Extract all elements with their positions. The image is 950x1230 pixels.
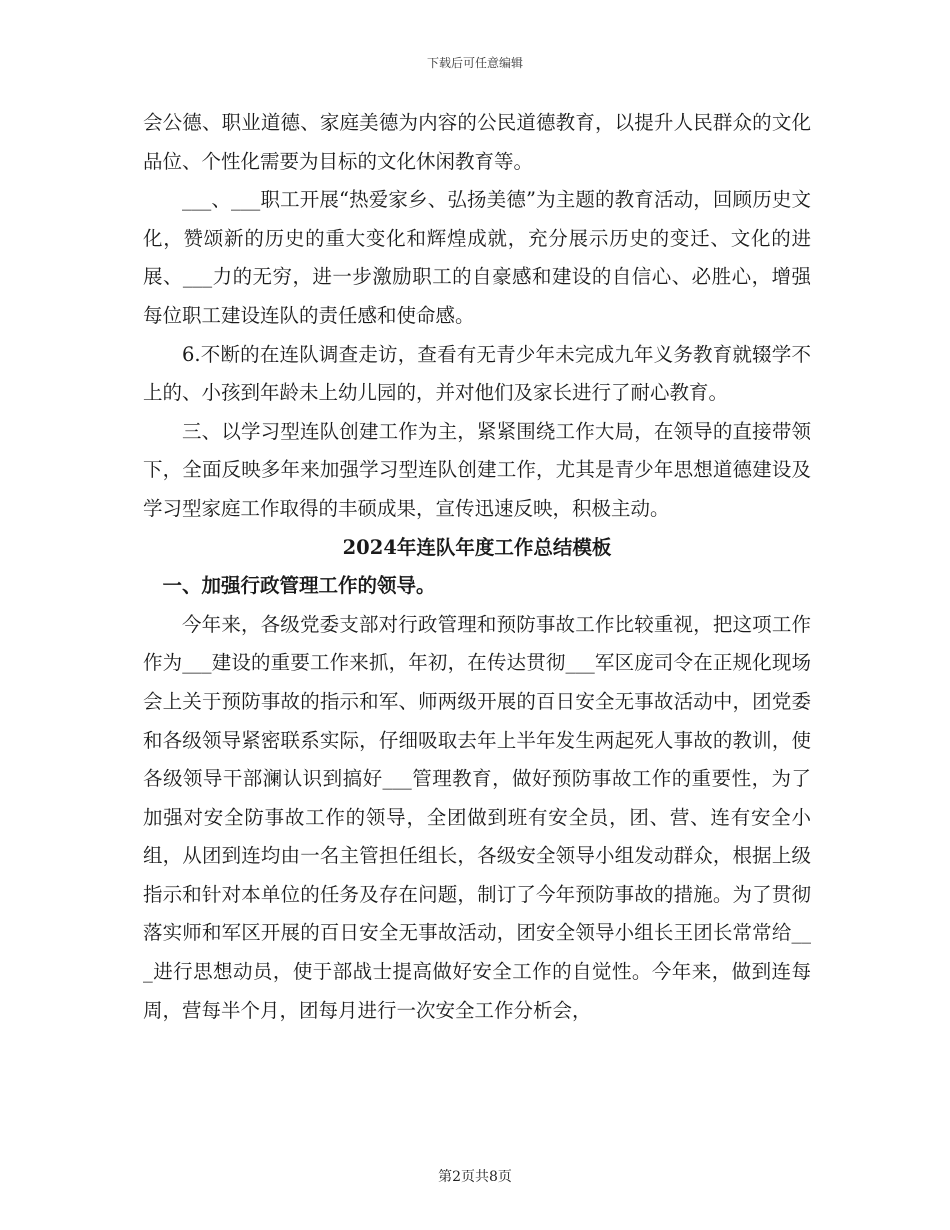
paragraph-survey-visits: 6.不断的在连队调查走访，查看有无青少年未完成九年义务教育就辍学不上的、小孩到年龄未上幼儿园的，并对他们及家长进行了耐心教育。 [143, 342, 811, 405]
document-title: 2024年连队年度工作总结模板 [342, 535, 612, 559]
section-heading-admin: 一、加强行政管理工作的领导。 [162, 574, 436, 598]
paragraph-education-activity: ___、___职工开展“热爱家乡、弘扬美德”为主题的教育活动，回顾历史文化，赞颂新的历史的重大变化和辉煌成就，充分展示历史的变迁、文化的进展、___力的无穷，进一步激励职工的自豪感和建设的自信心、必胜心，增强每位职工建设连队的责任感和使命感。 [143, 188, 811, 327]
page-header-note: 下载后可任意编辑 [426, 56, 523, 70]
page-footer-number: 第2页共8页 [438, 1169, 512, 1185]
paragraph-moral-education: 会公德、职业道德、家庭美德为内容的公民道德教育，以提升人民群众的文化品位、个性化需要为目标的文化休闲教育等。 [143, 111, 811, 173]
paragraph-learning-company: 三、以学习型连队创建工作为主，紧紧围绕工作大局，在领导的直接带领下，全面反映多年来加强学习型连队创建工作，尤其是青少年思想道德建设及学习型家庭工作取得的丰硕成果，宣传迅速反映，积极主动。 [143, 419, 811, 520]
paragraph-admin-management: 今年来，各级党委支部对行政管理和预防事故工作比较重视，把这项工作作为___建设的重要工作来抓，年初，在传达贯彻___军区庞司令在正规化现场会上关于预防事故的指示和军、师两级开展的百日安全无事故活动中，团党委和各级领导紧密联系实际，仔细吸取去年上半年发生两起死人事故的教训，使各级领导干部澜认识到搞好___管理教育，做好预防事故工作的重要性，为了加强对安全防事故工作的领导，全团做到班有安全员，团、营、连有安全小组，从团到连均由一名主管担任组长，各级安全领导小组发动群众，根据上级指示和针对本单位的任务及存在问题，制订了今年预防事故的措施。为了贯彻落实师和军区开展的百日安全无事故活动，团安全领导小组长王团长常常给___进行思想动员，使于部战士提高做好安全工作的自觉性。今年来，做到连每周，营每半个月，团每月进行一次安全工作分析会， [143, 612, 811, 1022]
document-body [143, 104, 811, 1030]
